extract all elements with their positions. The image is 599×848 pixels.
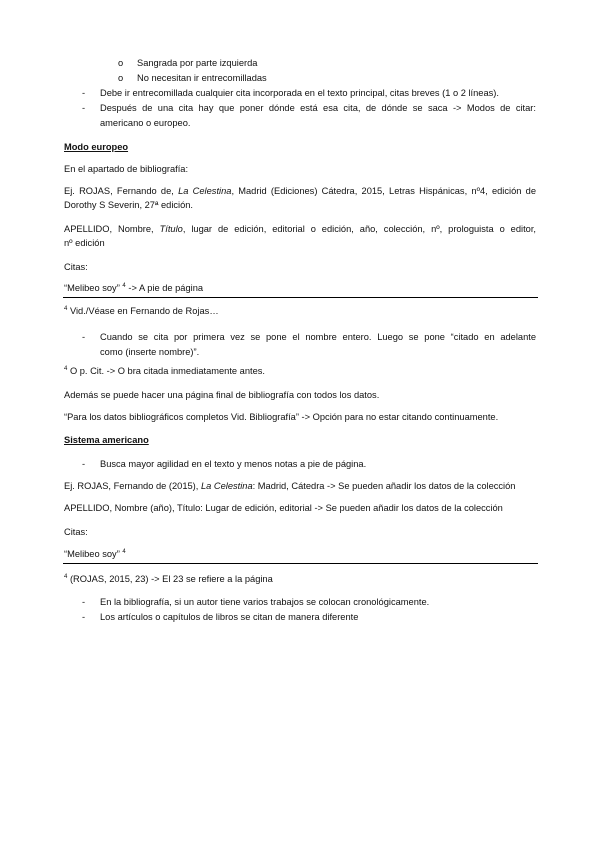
footnote-mark: 4 bbox=[64, 574, 68, 580]
citation-format-continuation: nº edición bbox=[64, 238, 105, 248]
quote-line: “Melibeo soy” $^4$ -> A pie de página bbox=[64, 283, 204, 293]
quote-line: “Melibeo soy” $^4$ bbox=[64, 549, 126, 559]
list-item: Los artículos o capítulos de libros se citan de manera diferente bbox=[100, 612, 359, 622]
citas-label: Citas: bbox=[64, 262, 88, 272]
section-heading-europeo: Modo europeo bbox=[64, 142, 129, 152]
paragraph: Además se puede hacer una página final de bibliografía con todos los datos. bbox=[64, 390, 380, 400]
list-marker: - bbox=[82, 103, 86, 113]
list-item: Después de una cita hay que poner dónde está esa cita, de dónde se saca -> Modos de citar: bbox=[100, 103, 536, 113]
example-citation-continuation: Dorothy S Severin, 27ª edición. bbox=[64, 200, 194, 210]
list-item: Busca mayor agilidad en el texto y menos notas a pie de página. bbox=[100, 459, 367, 469]
sublist-item: Sangrada por parte izquierda bbox=[137, 58, 258, 68]
list-item-continuation: americano o europeo. bbox=[100, 118, 191, 128]
list-item: En la bibliografía, si un autor tiene varios trabajos se colocan cronológicamente. bbox=[100, 597, 430, 607]
list-marker: - bbox=[82, 612, 86, 622]
list-marker: - bbox=[82, 459, 86, 469]
section-heading-americano: Sistema americano bbox=[64, 435, 149, 445]
footnote-mark: 4 bbox=[122, 549, 126, 555]
sublist-marker: o bbox=[118, 58, 124, 68]
sublist-marker: o bbox=[118, 73, 124, 83]
footnote: $^4$ (ROJAS, 2015, 23) -> El 23 se refiere a la página bbox=[64, 574, 273, 584]
list-item: Debe ir entrecomillada cualquier cita incorporada en el texto principal, citas breves (1 o 2 líneas). bbox=[100, 88, 499, 98]
list-item: Cuando se cita por primera vez se pone el nombre entero. Luego se pone “citado en adelante bbox=[100, 332, 536, 342]
list-marker: - bbox=[82, 597, 86, 607]
book-title: La Celestina bbox=[178, 186, 232, 196]
example-citation: Ej. ROJAS, Fernando de (2015), La Celestina: Madrid, Cátedra -> Se pueden añadir los datos de la colección bbox=[64, 481, 516, 491]
footnote: $^4$ O p. Cit. -> O bra citada inmediatamente antes. bbox=[64, 366, 266, 376]
citation-format: APELLIDO, Nombre, Título, lugar de edición, editorial o edición, año, colección, nº, prologuista o editor, bbox=[64, 224, 536, 234]
list-marker: - bbox=[82, 88, 86, 98]
list-item-continuation: como (inserte nombre)”. bbox=[100, 347, 200, 357]
footnote-rule bbox=[63, 297, 538, 298]
footnote-mark: 4 bbox=[64, 306, 68, 312]
citas-label: Citas: bbox=[64, 527, 88, 537]
footnote-mark: 4 bbox=[64, 366, 68, 372]
sublist-item: No necesitan ir entrecomilladas bbox=[137, 73, 267, 83]
format-title: Título bbox=[159, 224, 183, 234]
footnote-rule bbox=[63, 563, 538, 564]
footnote-mark: 4 bbox=[122, 283, 126, 289]
book-title: La Celestina bbox=[200, 481, 253, 491]
paragraph: En el apartado de bibliografía: bbox=[64, 164, 189, 174]
citation-format: APELLIDO, Nombre (año), Título: Lugar de edición, editorial -> Se pueden añadir los datos de la colección bbox=[64, 503, 503, 513]
list-marker: - bbox=[82, 332, 86, 342]
footnote: $^4$ Vid./Véase en Fernando de Rojas… bbox=[64, 306, 219, 316]
example-citation: Ej. ROJAS, Fernando de, La Celestina, Madrid (Ediciones) Cátedra, 2015, Letras Hispánicas, nº4, edición de bbox=[64, 186, 536, 196]
paragraph: “Para los datos bibliográficos completos Vid. Bibliografía” -> Opción para no estar citando continuamente. bbox=[64, 412, 499, 422]
